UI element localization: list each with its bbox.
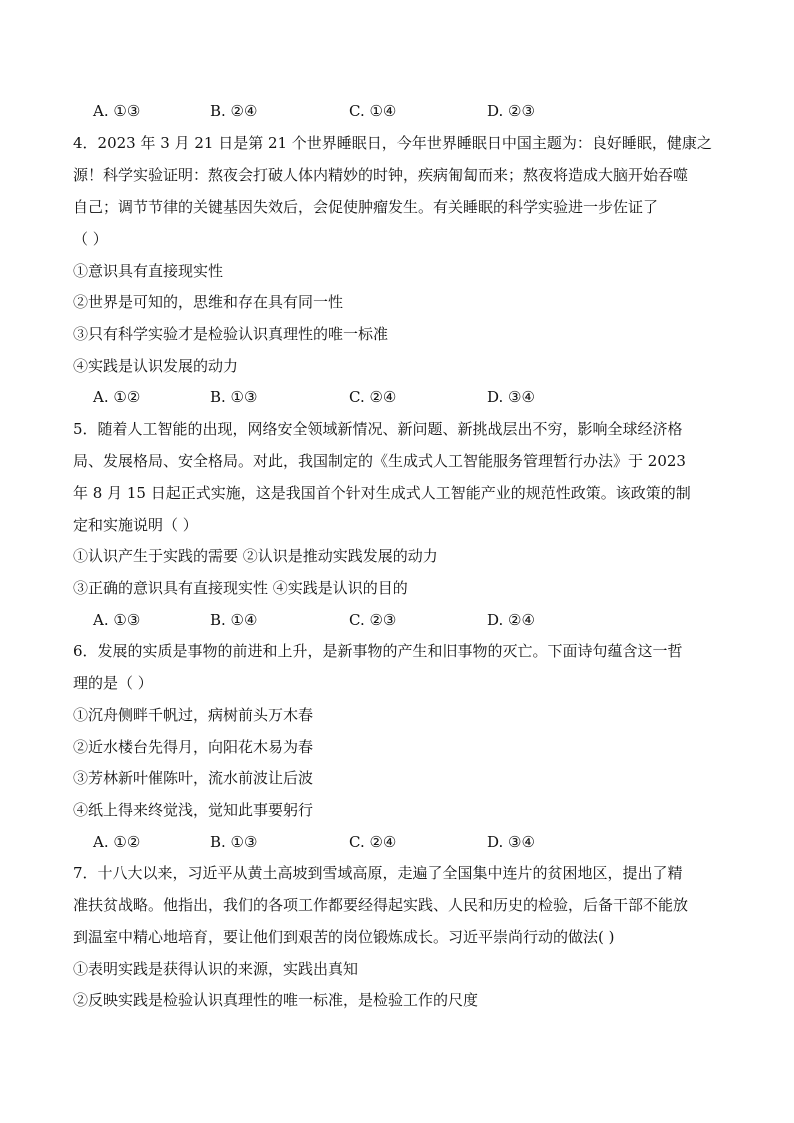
q6-statement: ④纸上得来终觉浅，觉知此事要躬行 [73, 801, 314, 819]
option-b: B. ①③ [210, 833, 258, 851]
q5-stem-line: 5．随着人工智能的出现，网络安全领域新情况、新问题、新挑战层出不穷，影响全球经济格 [73, 420, 683, 438]
option-a: A. ①③ [93, 102, 141, 120]
q4-stem-line: （ ） [73, 230, 108, 248]
option-d: D. ②③ [487, 102, 535, 120]
option-a: A. ①② [93, 388, 141, 406]
option-b: B. ②④ [210, 102, 258, 120]
option-d: D. ③④ [487, 833, 535, 851]
q5-stem-line: 年 8 月 15 日起正式实施，这是我国首个针对生成式人工智能产业的规范性政策。该政策的制 [73, 484, 691, 502]
q4-statement: ①意识具有直接现实性 [73, 262, 224, 280]
q7-statement: ①表明实践是获得认识的来源，实践出真知 [73, 960, 359, 978]
q5-statement: ③正确的意识具有直接现实性 ④实践是认识的目的 [73, 579, 408, 597]
q6-statement: ③芳林新叶催陈叶，流水前波让后波 [73, 769, 314, 787]
option-c: C. ①④ [349, 102, 397, 120]
q4-stem-line: 自己；调节节律的关键基因失效后，会促使肿瘤发生。有关睡眠的科学实验进一步佐证了 [73, 198, 659, 216]
q6-statement: ②近水楼台先得月，向阳花木易为春 [73, 738, 314, 756]
q5-statement: ①认识产生于实践的需要 ②认识是推动实践发展的动力 [73, 547, 438, 565]
q6-stem-line: 6．发展的实质是事物的前进和上升，是新事物的产生和旧事物的灭亡。下面诗句蕴含这一哲 [73, 642, 683, 660]
q4-statement: ③只有科学实验才是检验认识真理性的唯一标准 [73, 325, 389, 343]
q6-statement: ①沉舟侧畔千帆过，病树前头万木春 [73, 706, 314, 724]
option-d: D. ②④ [487, 611, 535, 629]
q5-stem-line: 定和实施说明（ ） [73, 516, 198, 534]
q4-stem-line: 4．2023 年 3 月 21 日是第 21 个世界睡眠日，今年世界睡眠日中国主题为：良好睡眠，健康之 [73, 134, 712, 152]
q6-stem-line: 理的是（ ） [73, 674, 153, 692]
option-c: C. ②④ [349, 833, 397, 851]
option-b: B. ①④ [210, 611, 258, 629]
q7-statement: ②反映实践是检验认识真理性的唯一标准，是检验工作的尺度 [73, 991, 479, 1009]
option-a: A. ①③ [93, 611, 141, 629]
option-c: C. ②③ [349, 611, 397, 629]
option-a: A. ①② [93, 833, 141, 851]
option-d: D. ③④ [487, 388, 535, 406]
option-c: C. ②④ [349, 388, 397, 406]
q4-stem-line: 源！科学实验证明：熬夜会打破人体内精妙的时钟，疾病匍匐而来；熬夜将造成大脑开始吞噬 [73, 166, 689, 184]
q5-stem-line: 局、发展格局、安全格局。对此，我国制定的《生成式人工智能服务管理暂行办法》于 2023 [73, 452, 686, 470]
q4-statement: ②世界是可知的，思维和存在具有同一性 [73, 293, 344, 311]
q7-stem-line: 7．十八大以来，习近平从黄土高坡到雪域高原，走遍了全国集中连片的贫困地区，提出了精 [73, 864, 683, 882]
option-b: B. ①③ [210, 388, 258, 406]
q7-stem-line: 到温室中精心地培育，要让他们到艰苦的岗位锻炼成长。习近平崇尚行动的做法( ) [73, 928, 615, 946]
q7-stem-line: 准扶贫战略。他指出，我们的各项工作都要经得起实践、人民和历史的检验，后备干部不能放 [73, 896, 689, 914]
q4-statement: ④实践是认识发展的动力 [73, 357, 239, 375]
